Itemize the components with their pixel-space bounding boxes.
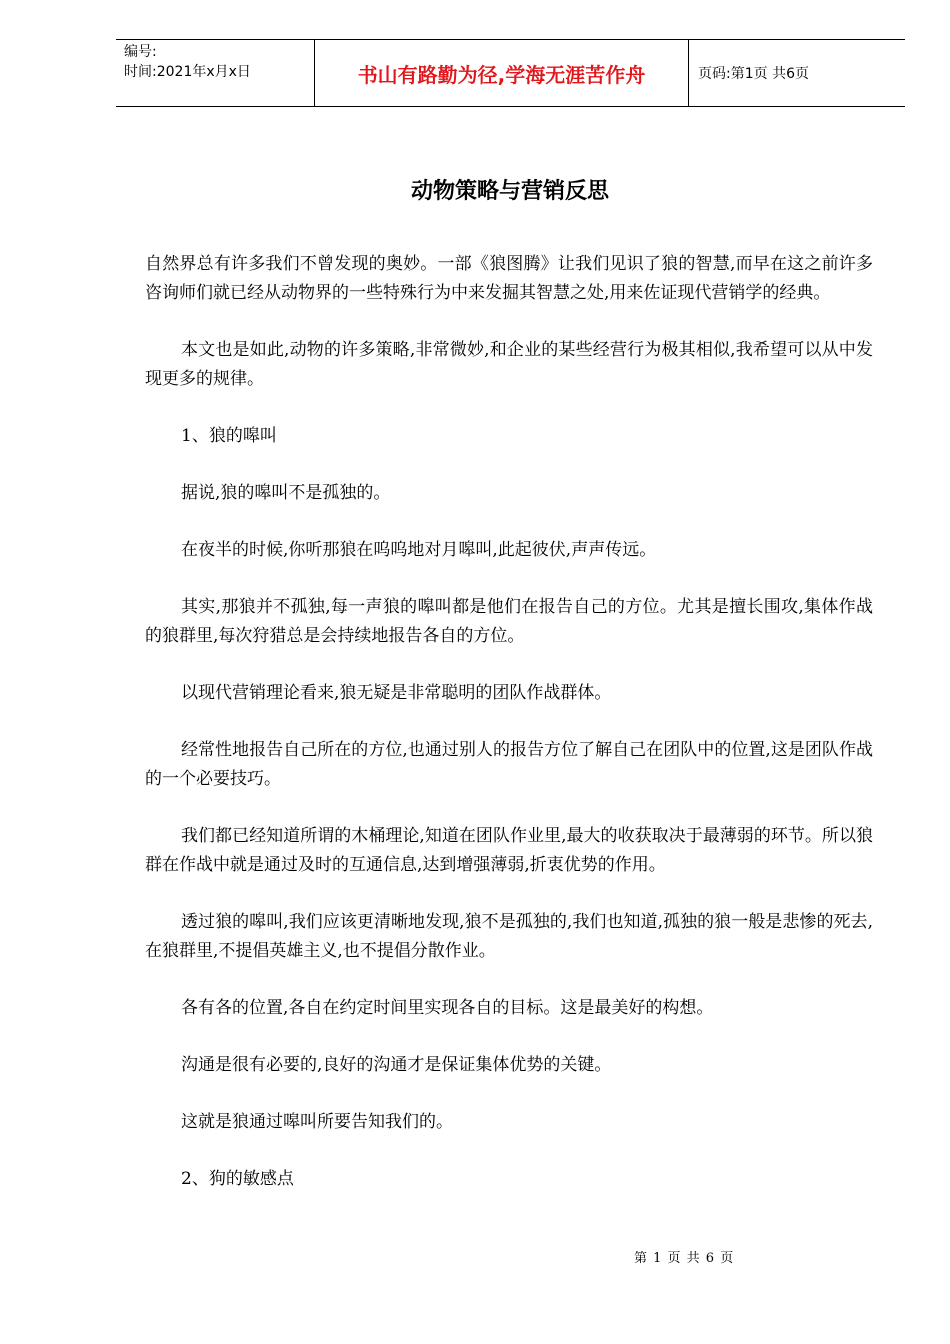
body-paragraph: 自然界总有许多我们不曾发现的奥妙。一部《狼图腾》让我们见识了狼的智慧,而早在这之前许多咨询师们就已经从动物界的一些特殊行为中来发掘其智慧之处,用来佐证现代营销学的经典。 <box>145 254 873 303</box>
body-paragraph: 2、狗的敏感点 <box>181 1169 294 1189</box>
page-footer: 第 1 页 共 6 页 <box>634 1251 735 1266</box>
body-paragraph: 这就是狼通过嗥叫所要告知我们的。 <box>181 1112 453 1132</box>
body-paragraph: 以现代营销理论看来,狼无疑是非常聪明的团队作战群体。 <box>181 683 612 703</box>
page-header <box>116 39 905 107</box>
body-paragraph: 各有各的位置,各自在约定时间里实现各自的目标。这是最美好的构想。 <box>181 998 714 1018</box>
number-label: 编号: <box>124 44 157 60</box>
body-paragraph: 据说,狼的嗥叫不是孤独的。 <box>181 483 391 503</box>
body-paragraph: 透过狼的嗥叫,我们应该更清晰地发现,狼不是孤独的,我们也知道,孤独的狼一般是悲惨的死去,在狼群里,不提倡英雄主义,也不提倡分散作业。 <box>145 912 873 961</box>
body-paragraph: 沟通是很有必要的,良好的沟通才是保证集体优势的关键。 <box>181 1055 612 1075</box>
header-meta <box>116 40 315 106</box>
body-paragraph: 本文也是如此,动物的许多策略,非常微妙,和企业的某些经营行为极其相似,我希望可以从中发现更多的规律。 <box>145 340 873 389</box>
header-motto: 书山有路勤为径,学海无涯苦作舟 <box>315 40 689 106</box>
body-paragraph: 我们都已经知道所谓的木桶理论,知道在团队作业里,最大的收获取决于最薄弱的环节。所以狼群在作战中就是通过及时的互通信息,达到增强薄弱,折衷优势的作用。 <box>145 826 873 875</box>
time-label: 时间:2021年x月x日 <box>124 64 251 80</box>
body-paragraph: 1、狼的嗥叫 <box>181 426 277 446</box>
document-body <box>145 250 873 1222</box>
header-page-info: 页码:第1页 共6页 <box>698 66 809 82</box>
body-paragraph: 其实,那狼并不孤独,每一声狼的嗥叫都是他们在报告自己的方位。尤其是擅长围攻,集体作战的狼群里,每次狩猎总是会持续地报告各自的方位。 <box>145 597 873 646</box>
document-title: 动物策略与营销反思 <box>410 179 609 204</box>
body-paragraph: 经常性地报告自己所在的方位,也通过别人的报告方位了解自己在团队中的位置,这是团队作战的一个必要技巧。 <box>145 740 873 789</box>
body-paragraph: 在夜半的时候,你听那狼在呜呜地对月嗥叫,此起彼伏,声声传远。 <box>181 540 657 560</box>
